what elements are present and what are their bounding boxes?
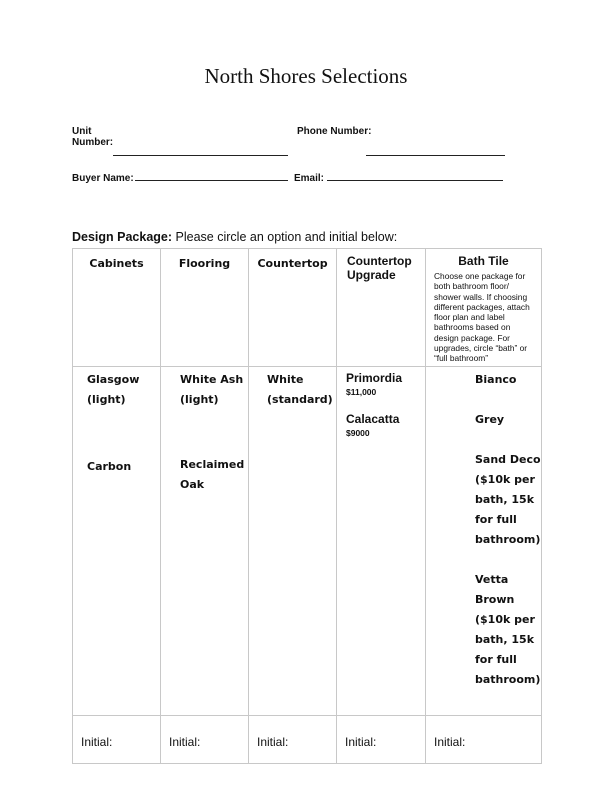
cabinets-options-cell [73,367,161,716]
countertop-options-cell [249,367,337,716]
bath-tile-options-cell [426,367,542,716]
page-title: North Shores Selections [204,64,408,88]
upgrade-name: Primordia [346,371,403,385]
selections-table [72,248,542,764]
flooring-header: Flooring [178,257,231,270]
header-cell [73,249,161,367]
bath-tile-note: Choose one package for both bathroom floor/ shower walls. If choosing different packages, attach floor plan and label bathrooms based on design package. For upgrades, circle “bath” or “full bathroom” [434,271,530,364]
flooring-option-white-ash[interactable]: White Ash (light) [180,373,244,406]
upgrade-option-primordia[interactable] [346,371,402,397]
header-cell [426,249,542,367]
buyer-name-field[interactable] [135,180,288,181]
cabinet-option-glasgow[interactable]: Glasgow (light) [87,373,140,406]
email-label: Email: [294,173,325,184]
initial-cell[interactable] [249,716,337,764]
table-options-row [73,367,542,716]
initial-label: Initial: [81,735,113,749]
design-package-instruction [72,230,397,244]
bath-tile-option-sand-deco[interactable]: Sand Deco ($10k per bath, 15k for full bathroom) [475,453,541,546]
header-cell [161,249,249,367]
design-package-text: Please circle an option and initial below: [175,230,398,244]
initial-cell[interactable] [426,716,542,764]
email-field[interactable] [327,180,503,181]
countertop-upgrade-header: Countertop Upgrade [347,254,412,282]
flooring-option-reclaimed-oak[interactable]: Reclaimed Oak [180,458,245,491]
initial-label: Initial: [434,735,466,749]
unit-number-field[interactable] [113,155,288,156]
cabinet-option-carbon[interactable]: Carbon [87,460,132,473]
countertop-upgrade-options-cell [337,367,426,716]
bath-tile-option-bianco[interactable]: Bianco [475,373,517,386]
phone-number-field[interactable] [366,155,505,156]
header-cell [337,249,426,367]
countertop-header: Countertop [257,257,328,270]
upgrade-name: Calacatta [346,412,400,426]
countertop-option-white[interactable]: White (standard) [267,373,333,406]
initial-label: Initial: [257,735,289,749]
initial-cell[interactable] [73,716,161,764]
table-header-row [73,249,542,367]
phone-number-label: Phone Number: [297,126,372,137]
flooring-options-cell [161,367,249,716]
upgrade-price: $9000 [346,428,370,438]
upgrade-option-calacatta[interactable] [346,412,399,438]
initial-cell[interactable] [337,716,426,764]
header-cell [249,249,337,367]
upgrade-price: $11,000 [346,387,377,397]
bath-tile-option-vetta-brown[interactable]: Vetta Brown ($10k per bath, 15k for full bathroom) [475,573,541,686]
cabinets-header: Cabinets [89,257,144,270]
unit-number-label: Unit Number: [72,126,114,148]
design-package-label: Design Package: [72,230,173,244]
bath-tile-option-grey[interactable]: Grey [475,413,505,426]
buyer-name-label: Buyer Name: [72,173,134,184]
initial-cell[interactable] [161,716,249,764]
bath-tile-header: Bath Tile [458,254,509,268]
initial-label: Initial: [345,735,377,749]
initial-label: Initial: [169,735,201,749]
initials-row [73,716,542,764]
